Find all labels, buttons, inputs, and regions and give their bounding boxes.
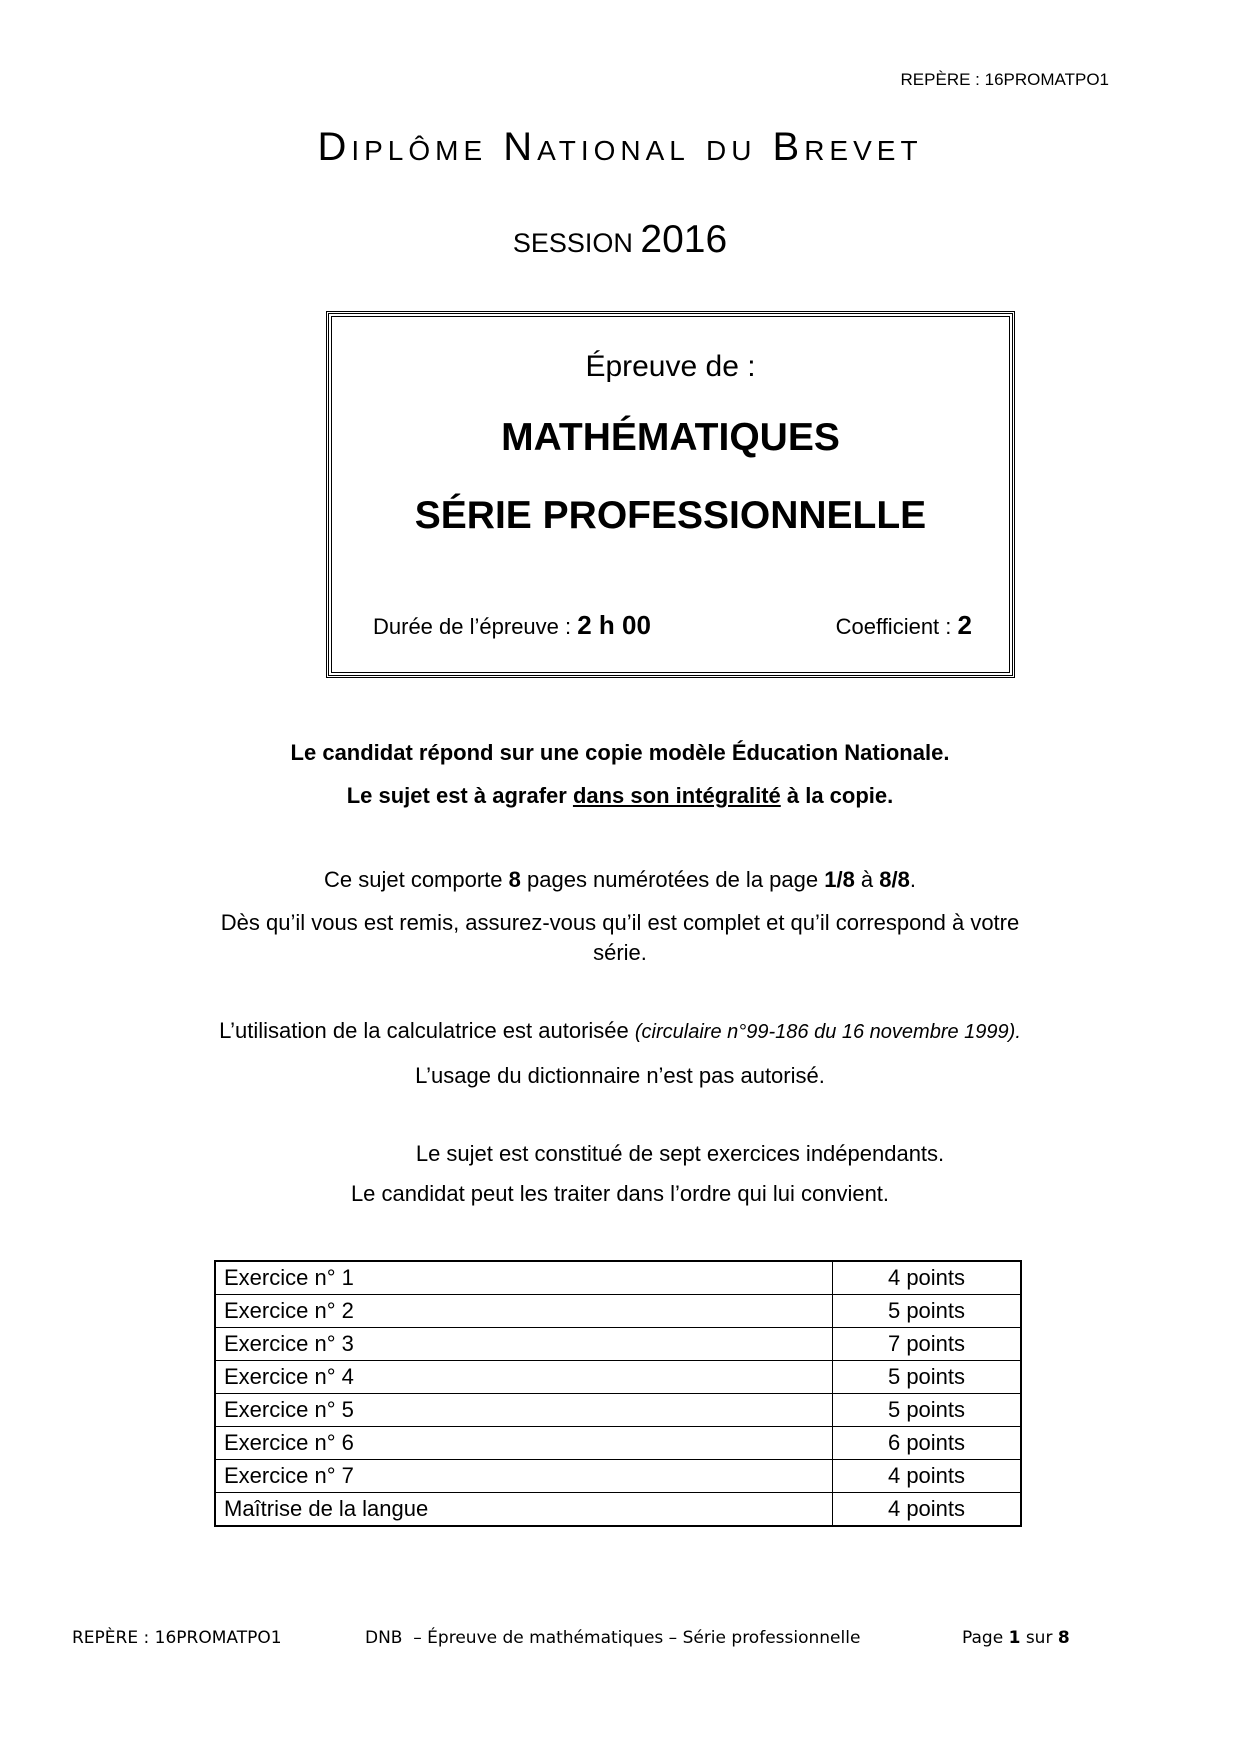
instruction-dictionary: L’usage du dictionnaire n’est pas autorisé. xyxy=(415,1063,825,1088)
exam-info-box xyxy=(326,311,1015,678)
exercise-label: Maîtrise de la langue xyxy=(215,1493,833,1527)
pages-text-d: . xyxy=(909,867,916,892)
exercise-label: Exercice n° 5 xyxy=(215,1394,833,1427)
exercise-points: 4 points xyxy=(833,1460,1022,1493)
table-row xyxy=(215,1295,1021,1328)
exercise-points: 5 points xyxy=(833,1394,1022,1427)
footer-page-num: 1 xyxy=(1008,1628,1021,1648)
exercise-points: 4 points xyxy=(833,1261,1022,1295)
instruction-staple xyxy=(0,783,1240,809)
instruction-pages xyxy=(0,867,1240,893)
coefficient-label: Coefficient : xyxy=(835,614,952,639)
instruction-staple-a: Le sujet est à agrafer xyxy=(346,783,573,808)
pages-text-c: à xyxy=(854,867,880,892)
footer-repere: REPÈRE : 16PROMATPO1 xyxy=(72,1628,282,1648)
exercise-points: 5 points xyxy=(833,1361,1022,1394)
instruction-order: Le candidat peut les traiter dans l’ordre qui lui convient. xyxy=(350,1181,890,1206)
session-year: 2016 xyxy=(640,218,728,261)
pages-text-a: Ce sujet comporte xyxy=(324,867,509,892)
epreuve-label: Épreuve de : xyxy=(585,350,756,383)
footer-page-total: 8 xyxy=(1057,1628,1070,1648)
pages-first: 1/8 xyxy=(824,867,855,892)
pages-text-b: pages numérotées de la page xyxy=(520,867,825,892)
calculator-circulaire: (circulaire n°99-186 du 16 novembre 1999). xyxy=(634,1021,1021,1043)
coefficient xyxy=(836,610,972,641)
series-title: SÉRIE PROFESSIONNELLE xyxy=(414,494,927,537)
instruction-check-serie: série. xyxy=(593,940,647,965)
instruction-copy: Le candidat répond sur une copie modèle Éducation Nationale. xyxy=(290,740,950,765)
duration-value: 2 h 00 xyxy=(577,610,651,640)
table-row xyxy=(215,1493,1021,1527)
duration xyxy=(373,610,651,641)
table-row xyxy=(215,1361,1021,1394)
footer-page-label: Page xyxy=(962,1628,1004,1648)
subject-title: MATHÉMATIQUES xyxy=(501,416,840,459)
instruction-check: Dès qu’il vous est remis, assurez-vous qu’il est complet et qu’il correspond à votre xyxy=(220,910,1020,935)
exercise-points: 5 points xyxy=(833,1295,1022,1328)
instruction-exercises: Le sujet est constitué de sept exercices indépendants. xyxy=(415,1141,945,1166)
pages-count: 8 xyxy=(508,867,521,892)
exercise-points: 6 points xyxy=(833,1427,1022,1460)
duration-label: Durée de l’épreuve : xyxy=(373,614,572,639)
exercise-label: Exercice n° 2 xyxy=(215,1295,833,1328)
exercise-label: Exercice n° 6 xyxy=(215,1427,833,1460)
exercise-label: Exercice n° 7 xyxy=(215,1460,833,1493)
calculator-text: L’utilisation de la calculatrice est autorisée xyxy=(219,1018,635,1043)
pages-last: 8/8 xyxy=(879,867,910,892)
instruction-staple-underlined: dans son intégralité xyxy=(572,783,781,808)
table-row xyxy=(215,1394,1021,1427)
coefficient-value: 2 xyxy=(957,610,972,640)
exercise-label: Exercice n° 4 xyxy=(215,1361,833,1394)
header-repere: REPÈRE : 16PROMATPO1 xyxy=(900,70,1109,89)
table-row xyxy=(215,1427,1021,1460)
points-table xyxy=(214,1260,1022,1527)
table-row xyxy=(215,1261,1021,1295)
exercise-points: 4 points xyxy=(833,1493,1022,1527)
footer-sur: sur xyxy=(1025,1628,1053,1648)
instruction-staple-b: à la copie. xyxy=(780,783,894,808)
table-row xyxy=(215,1460,1021,1493)
document-title: Diplôme National du Brevet xyxy=(317,125,923,169)
exercise-label: Exercice n° 1 xyxy=(215,1261,833,1295)
footer-page xyxy=(962,1628,1070,1648)
instruction-calculator xyxy=(0,1018,1240,1044)
table-row xyxy=(215,1328,1021,1361)
exercise-points: 7 points xyxy=(833,1328,1022,1361)
session-line xyxy=(0,218,1240,262)
session-label: SESSION xyxy=(512,228,633,258)
footer-title: DNB – Épreuve de mathématiques – Série professionnelle xyxy=(365,1628,861,1648)
exercise-label: Exercice n° 3 xyxy=(215,1328,833,1361)
